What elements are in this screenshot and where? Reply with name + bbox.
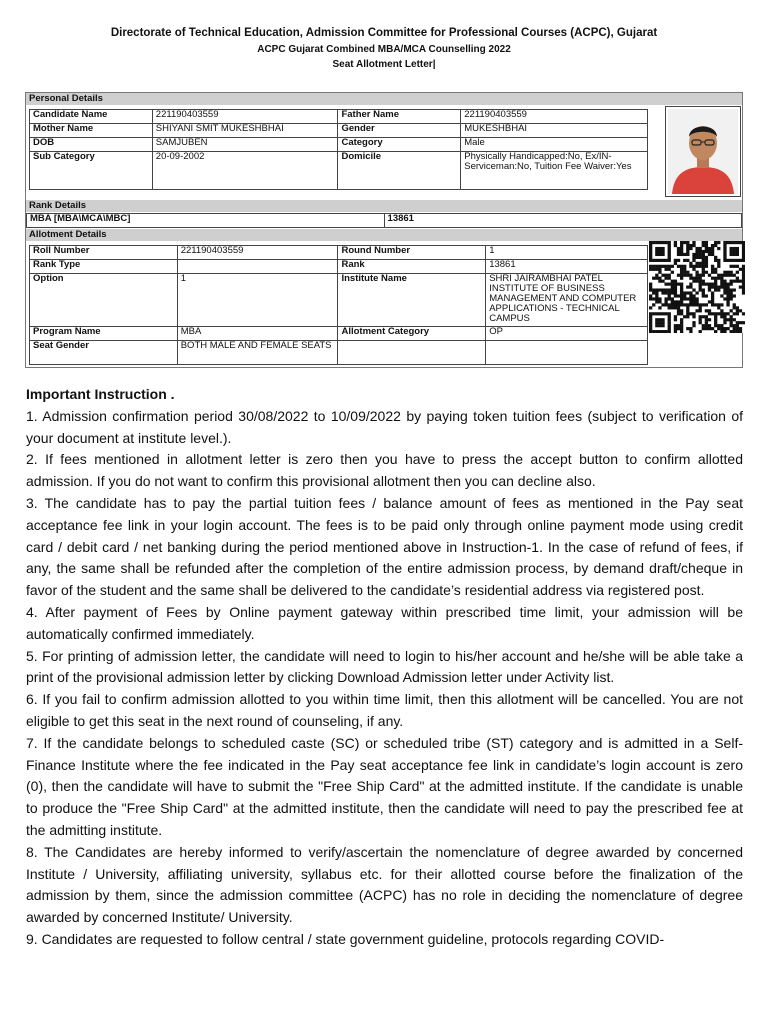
program-name-label: Program Name	[30, 327, 178, 341]
allotment-category-value: OP	[486, 327, 648, 341]
rank-course: MBA [MBA\MCA\MBC]	[27, 214, 385, 228]
domicile-value: Physically Handicapped:No, Ex/IN-Serviceman:No, Tuition Fee Waiver:Yes	[461, 152, 648, 190]
instruction-item: 7. If the candidate belongs to scheduled caste (SC) or scheduled tribe (ST) category and is admitted in a Self-Finance Institute where the fee indicated in the Pay seat acceptance fee link in candidate’s login account is zero (0), then the candidate will have to submit the "Free Ship Card" at the admitted institute. If the candidate is unable to produce the "Free Ship Card" at the admitted institute, then the candidate will need to pay the prescribed fee at the admitting institute.	[26, 734, 743, 838]
qr-code	[649, 241, 745, 333]
subcategory-label: Sub Category	[30, 152, 153, 190]
allotment-category-label: Allotment Category	[338, 327, 486, 341]
mother-name-value: SHIYANI SMIT MUKESHBHAI	[152, 124, 338, 138]
instruction-item: 4. After payment of Fees by Online payment gateway within prescribed time limit, your admission will be automatically confirmed immediately.	[26, 603, 743, 642]
instruction-item: 6. If you fail to confirm admission allotted to you within time limit, then this allotment will be cancelled. You are not eligible to get this seat in the next round of counseling, if any.	[26, 691, 743, 729]
document-title: Directorate of Technical Education, Admission Committee for Professional Courses (ACPC), Gujarat	[110, 27, 658, 39]
instruction-item: 9. Candidates are requested to follow central / state government guideline, protocols regarding COVID-	[26, 930, 665, 947]
institute-name-value: SHRI JAIRAMBHAI PATEL INSTITUTE OF BUSINESS MANAGEMENT AND COMPUTER APPLICATIONS - TECHNICAL CAMPUS	[486, 274, 648, 327]
rank-type-value	[177, 260, 338, 274]
instruction-item: 5. For printing of admission letter, the candidate will need to login to his/her account and he/she will be able take a print of the provisional admission letter by clicking Download Admission letter under Activity list.	[26, 647, 743, 686]
gender-label: Gender	[338, 124, 461, 138]
instructions-title: Important Instruction .	[26, 386, 175, 402]
program-name-value: MBA	[177, 327, 338, 341]
candidate-name-value: 221190403559	[152, 110, 338, 124]
mother-name-label: Mother Name	[30, 124, 153, 138]
dob-value: SAMJUBEN	[152, 138, 338, 152]
seat-gender-value: BOTH MALE AND FEMALE SEATS	[177, 341, 338, 365]
empty-cell	[338, 341, 486, 365]
round-number-value: 1	[486, 246, 648, 260]
allotment-details-header: Allotment Details	[26, 229, 742, 241]
father-name-label: Father Name	[338, 110, 461, 124]
document-subtitle: ACPC Gujarat Combined MBA/MCA Counselling 2022	[257, 44, 511, 55]
option-value: 1	[177, 274, 338, 327]
seat-gender-label: Seat Gender	[30, 341, 178, 365]
letter-title: Seat Allotment Letter|	[332, 59, 436, 70]
category-label: Category	[338, 138, 461, 152]
rank-number-value: 13861	[486, 260, 648, 274]
instruction-item: 1. Admission confirmation period 30/08/2022 to 10/09/2022 by paying token tuition fees (subject to verification of your document at institute level.).	[26, 407, 743, 446]
instruction-item: 8. The Candidates are hereby informed to verify/ascertain the nomenclature of degree awarded by concerned Institute / University, affiliating university, syllabus etc. for their allotted course before the finalization of the admission by them, since the admission committee (ACPC) has no role in deciding the nomenclature of degree awarded by concerned Institute/ University.	[26, 843, 743, 926]
rank-value: 13861	[384, 214, 741, 228]
option-label: Option	[30, 274, 178, 327]
roll-number-label: Roll Number	[30, 246, 178, 260]
roll-number-value: 221190403559	[177, 246, 338, 260]
round-number-label: Round Number	[338, 246, 486, 260]
father-name-value: 221190403559	[461, 110, 648, 124]
personal-details-table	[29, 109, 648, 190]
gender-value: MUKESHBHAI	[461, 124, 648, 138]
allotment-details-table	[29, 245, 648, 365]
dob-label: DOB	[30, 138, 153, 152]
institute-name-label: Institute Name	[338, 274, 486, 327]
instructions-section	[26, 384, 743, 951]
subcategory-value: 20-09-2002	[152, 152, 338, 190]
rank-label: Rank	[338, 260, 486, 274]
rank-details-header: Rank Details	[26, 200, 742, 212]
empty-cell	[486, 341, 648, 365]
candidate-photo	[668, 109, 738, 194]
rank-details-table	[26, 213, 742, 228]
instruction-item: 3. The candidate has to pay the partial tuition fees / balance amount of fees as mentioned in the Pay seat acceptance fee link in your login account. The fees is to be paid only through online payment mode using credit card / debit card / net banking during the period mentioned above in Instruction-1. In the case of refund of fees, if any, the same shall be refunded after the completion of the entire admission process, by demand draft/cheque in favor of the student and the same shall be delivered to the candidate’s residential address via registered post.	[26, 494, 743, 599]
rank-type-label: Rank Type	[30, 260, 178, 274]
personal-details-header: Personal Details	[26, 93, 742, 105]
instruction-item: 2. If fees mentioned in allotment letter is zero then you have to press the accept button to confirm allotted admission. If you do not want to confirm this provisional allotment then you can decline also.	[26, 451, 743, 490]
domicile-label: Domicile	[338, 152, 461, 190]
candidate-name-label: Candidate Name	[30, 110, 153, 124]
category-value: Male	[461, 138, 648, 152]
